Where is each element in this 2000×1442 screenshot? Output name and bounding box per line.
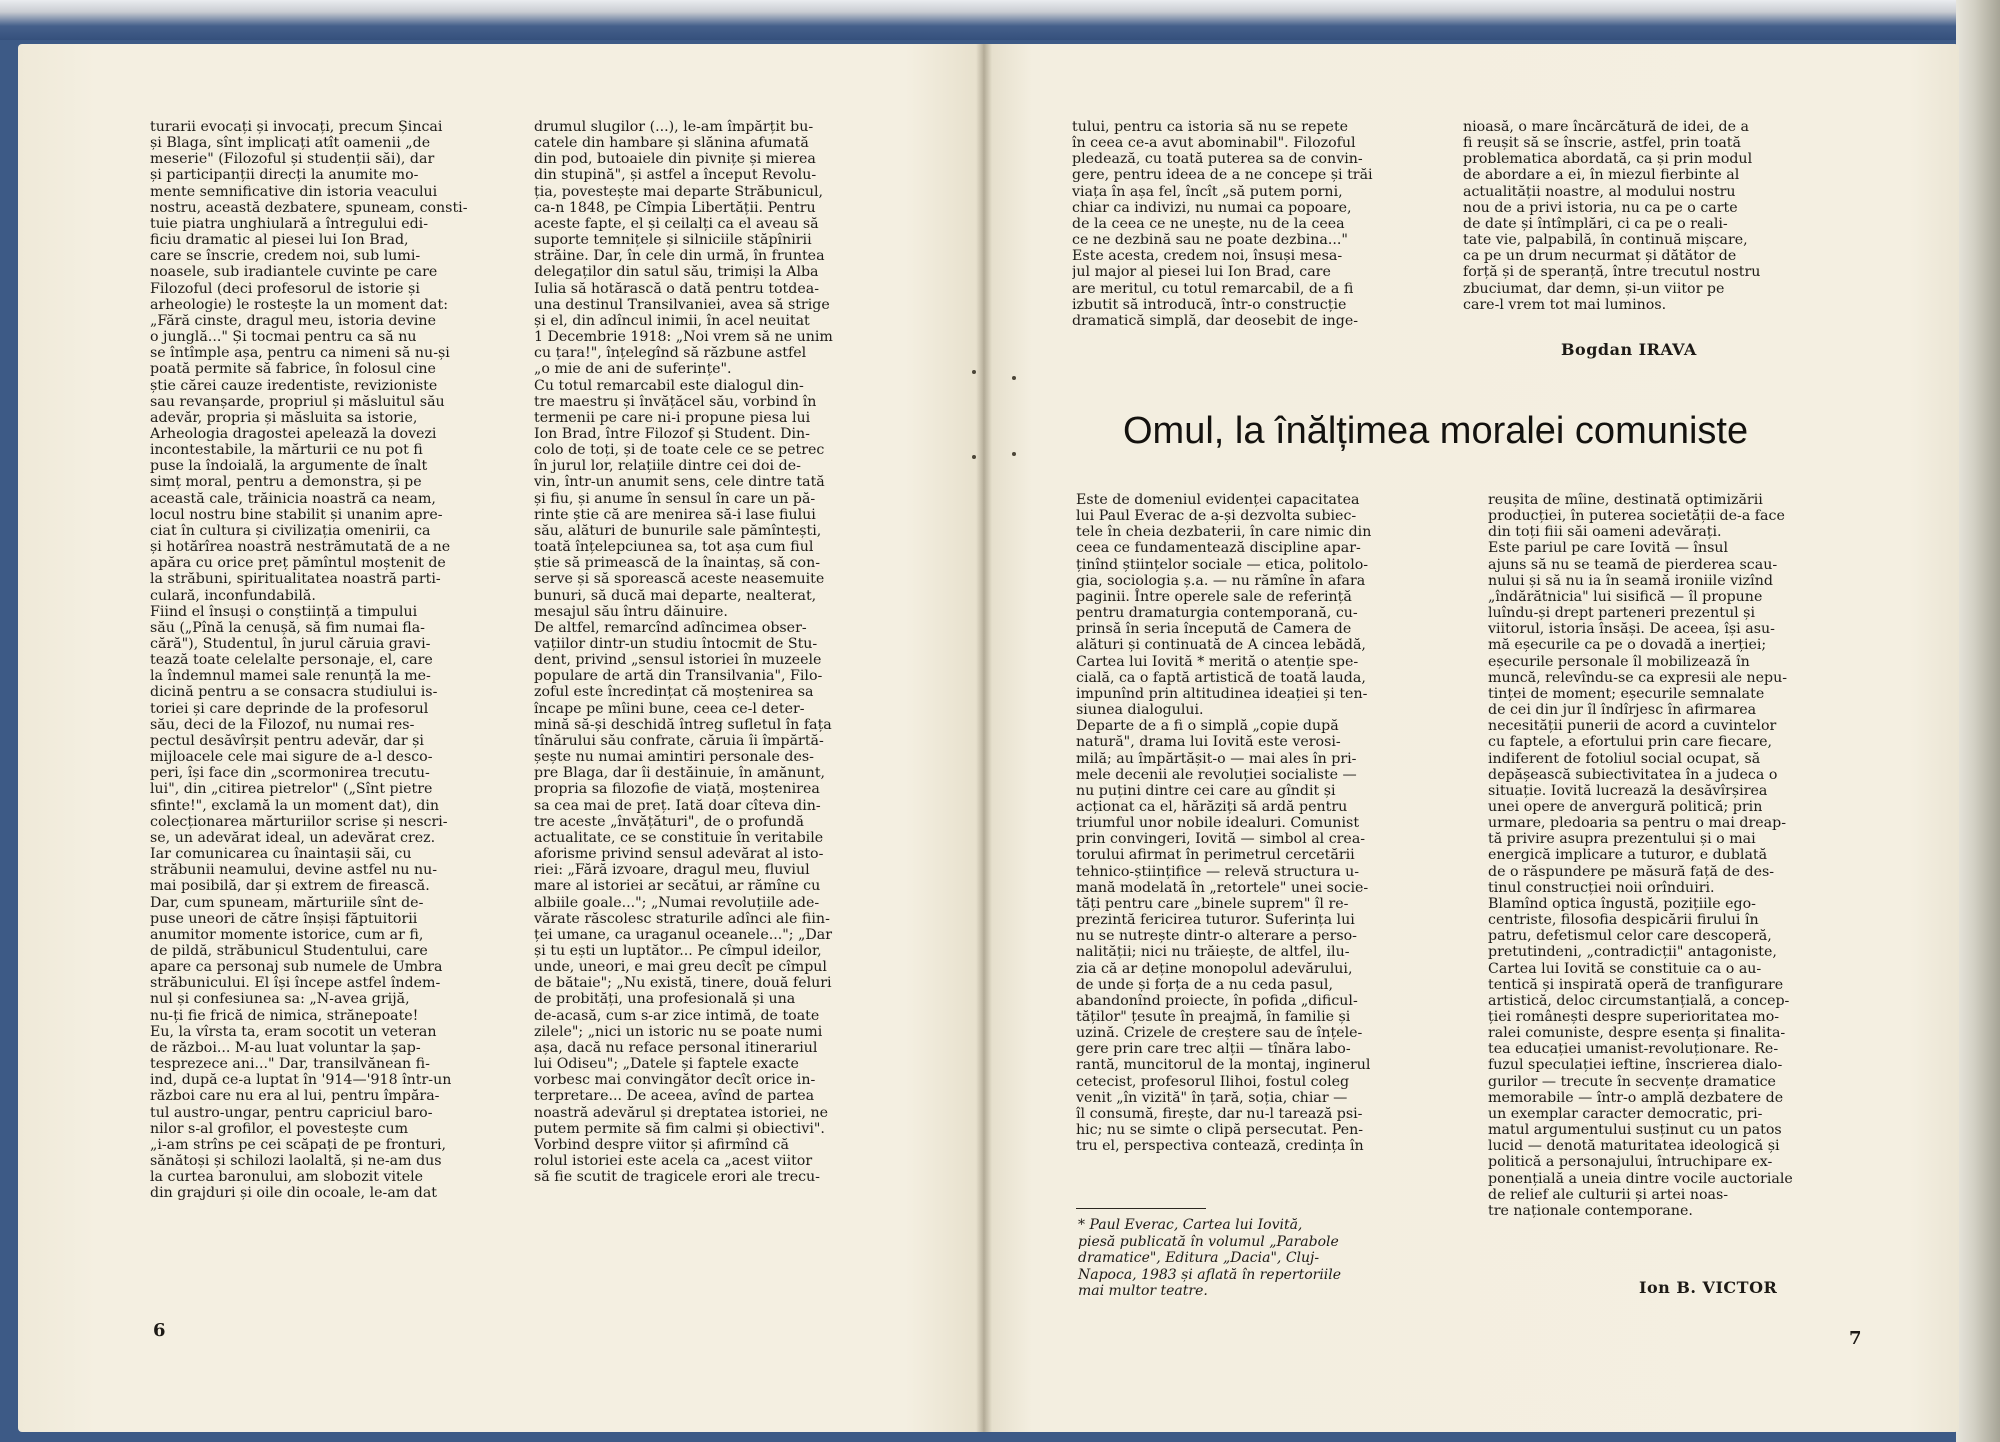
page-number-right: 7 [1849,1328,1862,1349]
staple-mark [972,455,976,459]
previous-article-column-1: tului, pentru ca istoria să nu se repete în ceea ce-a avut abominabil". Filozoful pledează, cu toată puterea sa de convin- gere, pentru ideea de a ne concepe și trăi viața în așa fel, încît „să putem porni, chiar ca indivizi, nu numai ca popoare, de la ceea ce ne unește, nu de la ceea ce ne dezbină sau ne poate dezbina..." Este acesta, credem noi, însuși mesa- jul major al piesei lui Ion Brad, care are meritul, cu totul remarcabil, de a fi izbutit să introducă, într-o construcție dramatică simplă, dar deosebit de inge- [1072,119,1373,329]
right-page [983,44,1959,1432]
staple-mark [1012,452,1016,456]
footnote-divider [1076,1208,1206,1209]
article-column-1: Este de domeniul evidenței capacitatea lui Paul Everac de a-și dezvolta subiec- tele în cheia dezbaterii, în care nimic din ceea ce fundamentează discipline apar- ținînd științelor sociale — etica, politolo- gia, sociologia ș.a. — nu rămîne în afara paginii. Între operele sale de referință pentru dramaturgia contemporană, cu- prinsă în seria începută de Camera de alături și continuată de A cincea lebădă, Cartea lui Iovită * merită o atenție spe- cială, ca o faptă artistică de toată lauda, impunînd prin altitudinea ideației și ten- siunea dialogului. Departe de a fi o simplă „copie după natură", drama lui Iovită este verosi- milă; au împărtășit-o — mai ales în pri- mele decenii ale revoluției socialiste — nu puțini dintre cei care au gîndit și acționat ca el, hărăziți să ardă pentru triumful unor nobile idealuri. Comunist prin convingeri, Iovită — simbol al crea- torului afirmat în perimetrul cercetării tehnico-științifice — relevă structura u- mană modelată în „retortele" unei socie- tăți pentru care „binele suprem" îl re- prezintă fericirea tuturor. Suferința lui nu se nutrește dintr-o alterare a perso- nalității; nici nu trăiește, de altfel, ilu- zia că ar deține monopolul adevărului, de unde și forța de a nu ceda pasul, abandonînd proiecte, în pofida „dificul- tăților" țesute în preajmă, în familie și uzină. Crizele de creștere sau de înțele- gere prin care trec alții — tînăra labo- rantă, muncitorul de la montaj, inginerul cetecist, profesorul Ilihoi, fostul coleg venit „în vizită" în țară, soția, chiar — îl consumă, firește, dar nu-l tarează psi- hic; nu se simte o clipă persecutat. Pen- tru el, perspectiva contează, credința în [1076,492,1372,1155]
left-page [18,44,983,1432]
book-gutter [976,44,992,1432]
previous-article-author: Bogdan IRAVA [1561,340,1697,359]
article-column-2: reușita de mîine, destinată optimizării producției, în puterea societății de-a face din toți fiii săi oameni adevărați. Este pariul pe care Iovită — însul ajuns să nu se teamă de pierderea scau- nului și să nu ia în seamă ironiile vizînd „îndărătnicia" lui sisifică — îl propune luîndu-și drept parteneri prezentul și viitorul, istoria însăși. De aceea, își asu- mă eșecurile ca pe o dovadă a inerției; eșecurile personale îl mobilizează în muncă, relevîndu-se ca expresii ale nepu- tinței de moment; eșecurile semnalate de cei din jur îl îndîrjesc în afirmarea necesității punerii de acord a cuvintelor cu faptele, a efortului prin care fiecare, indiferent de fotoliul social ocupat, să depășească subiectivitatea în a judeca o situație. Iovită lucrează la desăvîrșirea unei opere de anvergură politică; prin urmare, pledoaria sa pentru o mai dreap- tă privire asupra prezentului și o mai energică implicare a tuturor, e dublată de o răspundere pe măsură față de des- tinul construcției noii orînduiri. Blamînd optica îngustă, pozițiile ego- centriste, filosofia despicării firului în patru, defetismul celor care descoperă, pretutindeni, „contradicții" antagoniste, Cartea lui Iovită se constituie ca o au- tentică și inspirată operă de tranfigurare artistică, deloc circumstanțială, a concep- ției românești despre superioritatea mo- ralei comuniste, despre esența și finalita- tea educației umanist-revoluționare. Re- fuzul speculației ieftine, înscrierea dialo- gurilor — trecute în secvențe dramatice memorabile — într-o amplă dezbatere de un exemplar caracter democratic, pri- matul argumentului susținut cu un patos lucid — denotă maturitatea ideologică și politică a personajului, întruchipare ex- ponențială a uneia dintre vocile auctoriale de relief ale culturii și artei noas- tre naționale contemporane. [1488,492,1793,1219]
article-headline: Omul, la înălțimea moralei comuniste [1123,410,1749,452]
article-footnote: * Paul Everac, Cartea lui Iovită, piesă publicată în volumul „Parabole dramatice", Editura „Dacia", Cluj- Napoca, 1983 și aflată în repertoriile mai multor teatre. [1078,1217,1342,1299]
article-author: Ion B. VICTOR [1639,1278,1778,1297]
book-binding-top [0,0,2000,40]
book-cover-edge [1956,0,2000,1442]
left-page-column-1: turarii evocați și invocați, precum Șincai și Blaga, sînt implicați atît oamenii „de meserie" (Filozoful și studenții săi), dar și participanții direcți la anumite mo- mente semnificative din istoria veacului nostru, această dezbatere, spuneam, consti- tuie piatra unghiulară a întregului edi- ficiu dramatic al piesei lui Ion Brad, care se înscrie, credem noi, sub lumi- noasele, sub iradiantele cuvinte pe care Filozoful (deci profesorul de istorie și arheologie) le rostește la un moment dat: „Fără cinste, dragul meu, istoria devine o junglă..." Și tocmai pentru ca să nu se întîmple așa, pentru ca nimeni să nu-și poată permite să fabrice, în folosul cine știe cărei cauze iredentiste, revizioniste sau revanșarde, propriul și măsluitul său adevăr, propria și măsluita sa istorie, Arheologia dragostei apelează la dovezi incontestabile, la mărturii ce nu pot fi puse la îndoială, la argumente de înalt simț moral, pentru a demonstra, și pe această cale, trăinicia noastră ca neam, locul nostru bine stabilit și unanim apre- ciat în cultura și civilizația omenirii, ca și hotărîrea noastră nestrămutată de a ne apăra cu orice preț pămîntul moștenit de la străbuni, spiritualitatea noastră parti- culară, inconfundabilă. Fiind el însuși o conștiință a timpului său („Pînă la cenușă, să fim numai fla- cără"), Studentul, în jurul căruia gravi- tează toate celelalte personaje, el, care la îndemnul mamei sale renunță la me- dicină pentru a se consacra studiului is- toriei și care deprinde de la profesorul său, deci de la Filozof, nu numai res- pectul desăvîrșit pentru adevăr, dar și mijloacele cele mai sigure de a-l desco- peri, își face din „scormonirea trecutu- lui", din „citirea pietrelor" („Sînt pietre sfinte!", exclamă la un moment dat), din colecționarea mărturiilor scrise și nescri- se, un adevărat ideal, un adevărat crez. Iar comunicarea cu înaintașii săi, cu străbunii neamului, devine astfel nu nu- mai posibilă, dar și extrem de firească. Dar, cum spuneam, mărturiile sînt de- puse uneori de către înșiși făptuitorii anumitor momente istorice, cum ar fi, de pildă, străbunicul Studentului, care apare ca personaj sub numele de Umbra străbunicului. El își începe astfel îndem- nul și confesiunea sa: „N-avea grijă, nu-ți fie frică de nimica, strănepoate! Eu, la vîrsta ta, eram socotit un veteran de război... M-au luat voluntar la șap- tesprezece ani..." Dar, transilvănean fi- ind, după ce-a luptat în '914—'918 într-un război care nu era al lui, pentru împăra- tul austro-ungar, pentru capriciul baro- nilor s-al grofilor, el povestește cum „i-am strîns pe cei scăpați de pe fronturi, sănătoși și schilozi laolaltă, și ne-am dus la curtea baronului, am slobozit vitele din grajduri și oile din ocoale, le-am dat [150,119,468,1202]
left-page-column-2: drumul slugilor (...), le-am împărțit bu- catele din hambare și slănina afumată din pod, butoaiele din pivnițe și mierea din stupină", și astfel a început Revolu- ția, povestește mai departe Străbunicul, ca-n 1848, pe Cîmpia Libertății. Pentru aceste fapte, el și ceilalți ca el aveau să suporte temnițele și silniciile stăpînirii străine. Dar, în cele din urmă, în fruntea delegaților din satul său, trimiși la Alba Iulia să hotărască o dată pentru totdea- una destinul Transilvaniei, avea să strige și el, din adîncul inimii, în acel neuitat 1 Decembrie 1918: „Noi vrem să ne unim cu țara!", înțelegînd să răzbune astfel „o mie de ani de suferințe". Cu totul remarcabil este dialogul din- tre maestru și învățăcel său, vorbind în termenii pe care ni-i propune piesa lui Ion Brad, între Filozof și Student. Din- colo de toți, și de toate cele ce se petrec în jurul lor, relațiile dintre cei doi de- vin, într-un anumit sens, cele dintre tată și fiu, și anume în sensul în care un pă- rinte știe că are menirea să-i lase fiului său, alături de bunurile sale pămîntești, toată înțelepciunea sa, tot așa cum fiul știe să primească de la înaintaș, să con- serve și să sporească aceste neasemuite bunuri, să ducă mai departe, nealterat, mesajul său întru dăinuire. De altfel, remarcînd adîncimea obser- vațiilor dintr-un studiu întocmit de Stu- dent, privind „sensul istoriei în muzeele populare de artă din Transilvania", Filo- zoful este încredințat că moștenirea sa încape pe mîini bune, ceea ce-l deter- mină să-și deschidă întreg sufletul în fața tînărului său confrate, căruia îi împărtă- șește nu numai amintiri personale des- pre Blaga, dar îi destăinuie, în amănunt, propria sa filozofie de viață, moștenirea sa cea mai de preț. Iată doar cîteva din- tre aceste „învățături", de o profundă actualitate, ce se constituie în veritabile aforisme privind sensul adevărat al isto- riei: „Fără izvoare, dragul meu, fluviul mare al istoriei ar secătui, ar rămîne cu albiile goale..."; „Numai revoluțiile ade- vărate răscolesc straturile adînci ale fiin- ței umane, ca uraganul oceanele..."; „Dar și tu ești un luptător... Pe cîmpul ideilor, unde, uneori, e mai greu decît pe cîmpul de bătaie"; „Nu există, tinere, două feluri de probități, una profesională și una de-acasă, cum s-ar zice intimă, de toate zilele"; „nici un istoric nu se poate numi așa, dacă nu reface personal itinerariul lui Odiseu"; „Datele și faptele exacte vorbesc mai convingător decît orice in- terpretare... De aceea, avînd de partea noastră adevărul și dreptatea istoriei, ne putem permite să fim calmi și obiectivi". Vorbind despre viitor și afirmînd că rolul istoriei este acela ca „acest viitor să fie scutit de tragicele erori ale trecu- [534,119,833,1186]
staple-mark [972,370,976,374]
page-number-left: 6 [153,1320,166,1341]
previous-article-column-2: nioasă, o mare încărcătură de idei, de a fi reușit să se înscrie, astfel, prin toată problematica abordată, ca și prin modul de abordare a ei, în miezul fierbinte al actualității noastre, al modului nostru nou de a privi istoria, nu ca pe o carte de date și întîmplări, ci ca pe o reali- tate vie, palpabilă, în continuă mișcare, ca pe un drum necurmat și dătător de forță și de speranță, între trecutul nostru zbuciumat, dar demn, și-un viitor pe care-l vrem tot mai luminos. [1463,119,1761,313]
staple-mark [1012,376,1016,380]
